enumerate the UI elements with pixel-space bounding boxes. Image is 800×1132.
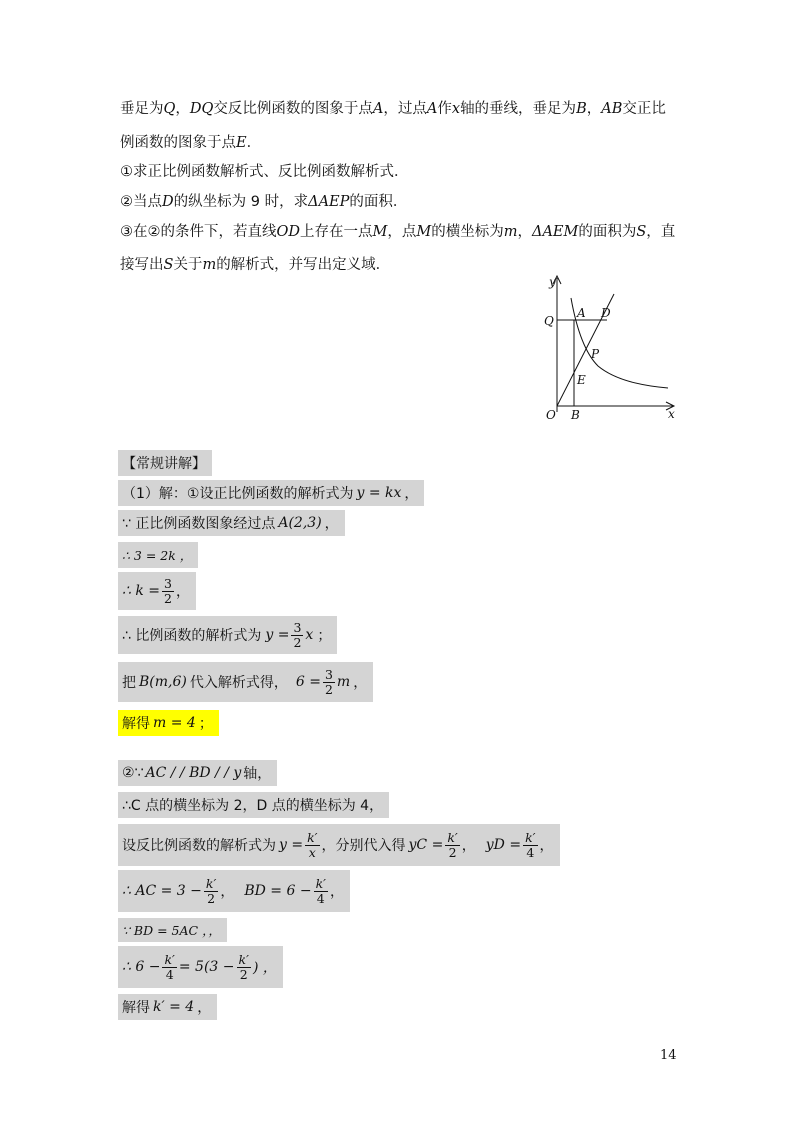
text: ∴ 比例函数的解析式为 [122, 628, 262, 644]
math: A [426, 101, 438, 117]
math: M [416, 224, 432, 240]
label-A: A [577, 306, 586, 320]
text: 【常规讲解】 [122, 456, 206, 472]
text: ， [539, 838, 554, 854]
fraction [237, 953, 251, 982]
text: 关于 [173, 257, 203, 273]
problem-line-1 [120, 99, 666, 119]
text: ， [586, 101, 602, 117]
fraction [291, 621, 303, 650]
math: m = 4 [153, 715, 196, 731]
part2-step-3 [118, 824, 560, 866]
math: y = [265, 627, 290, 643]
coordinate-figure [532, 272, 682, 422]
question-3-continued [120, 255, 390, 275]
label-E: E [577, 373, 586, 387]
part2-step-6 [118, 946, 283, 988]
text: ②当点 [120, 194, 162, 210]
math: ΔAEP [308, 194, 350, 210]
text: ， [517, 224, 532, 240]
text: ， [329, 884, 344, 900]
denominator: 2 [324, 681, 333, 697]
fraction [162, 577, 174, 606]
math: x [451, 101, 461, 117]
math: S [163, 257, 174, 273]
solution-step-4 [118, 572, 196, 610]
text: 轴的垂线，垂足为 [460, 101, 577, 117]
text: 代入解析式得， [189, 675, 288, 691]
text: 的横坐标为 [431, 224, 504, 240]
label-y: y [549, 275, 556, 289]
fraction [523, 831, 537, 860]
label-D: D [601, 306, 611, 320]
label-B: B [571, 408, 580, 422]
text: ，点 [387, 224, 417, 240]
text: 交正比 [622, 101, 666, 117]
label-x: x [668, 407, 675, 421]
math: 6 = [295, 674, 321, 690]
denominator: 2 [207, 890, 216, 906]
text: ， [220, 884, 235, 900]
solution-step-1 [118, 480, 424, 506]
numerator: 3 [293, 619, 302, 635]
math: ΔAEM [531, 224, 579, 240]
text: 的解析式，并写出定义域． [216, 257, 391, 273]
fraction [305, 831, 319, 860]
math: AC / / BD / / y [145, 765, 242, 781]
numerator: 3 [324, 666, 333, 682]
numerator: 3 [164, 575, 172, 591]
text: ， [197, 1000, 212, 1016]
math: D [162, 194, 174, 210]
text: 设反比例函数的解析式为 [122, 838, 276, 854]
question-2 [120, 192, 407, 212]
text: ，直 [646, 224, 676, 240]
text: ， [175, 584, 190, 600]
part2-step-1 [118, 760, 277, 786]
question-3 [120, 222, 675, 242]
math: ) ， [252, 960, 277, 976]
label-P: P [591, 347, 600, 361]
math: ∴ k = [122, 583, 161, 599]
solution-step-3 [118, 542, 198, 568]
text: 解得 [122, 1000, 150, 1016]
text: 的面积为 [578, 224, 637, 240]
page-number: 14 [660, 1048, 677, 1063]
math: DQ [189, 101, 214, 117]
text: 轴， [243, 766, 272, 782]
math: AB [601, 101, 623, 117]
text: ∴C 点的横坐标为 2，D 点的横坐标为 4， [122, 798, 384, 814]
text: ②∵ [122, 765, 144, 781]
text: ； [198, 716, 213, 732]
math: y = [279, 837, 304, 853]
text: 作 [437, 101, 452, 117]
math: BD = 6 − [244, 883, 312, 899]
text: 接写出 [120, 257, 164, 273]
numerator: k′ [307, 829, 318, 845]
math: y = kx [356, 485, 402, 501]
numerator: k′ [447, 829, 458, 845]
math: ∴ 3 = 2k ， [122, 548, 193, 563]
text: ， [175, 101, 190, 117]
text: 上存在一点 [300, 224, 373, 240]
denominator: 2 [448, 844, 457, 860]
denominator: 4 [165, 966, 174, 982]
label-Q: Q [544, 314, 554, 328]
numerator: k′ [315, 875, 326, 891]
fraction [323, 668, 335, 697]
math: ∵ BD = 5AC ，， [122, 923, 221, 938]
fraction [445, 831, 459, 860]
part2-step-4 [118, 870, 350, 912]
denominator: x [308, 844, 316, 860]
numerator: k′ [238, 951, 249, 967]
text: ③在②的条件下，若直线 [120, 224, 277, 240]
part2-step-5 [118, 918, 227, 942]
label-O: O [546, 408, 556, 422]
math: B [576, 101, 587, 117]
text: 的面积． [349, 194, 408, 210]
text: 垂足为 [120, 101, 164, 117]
denominator: 4 [316, 890, 325, 906]
math: B(m,6) [139, 674, 187, 690]
text: ， [324, 516, 339, 532]
math: yD = [485, 837, 522, 853]
solution-step-7-highlighted [118, 710, 219, 736]
math: E [236, 135, 247, 151]
denominator: 2 [293, 634, 302, 650]
text: 交反比例函数的图象于点 [213, 101, 373, 117]
solution-step-2 [118, 510, 345, 536]
text: ， [404, 486, 419, 502]
math: = 5(3 − [178, 959, 235, 975]
text: （1）解：①设正比例函数的解析式为 [122, 486, 354, 502]
solution-heading [118, 450, 212, 476]
problem-line-2 [120, 133, 261, 153]
text: ∵ 正比例函数图象经过点 [122, 516, 276, 532]
text: 把 [122, 675, 136, 691]
part2-step-2 [118, 792, 389, 818]
text: ． [246, 135, 262, 151]
denominator: 4 [526, 844, 535, 860]
math: m [503, 224, 518, 240]
question-1: ①求正比例函数解析式、反比例函数解析式． [120, 164, 409, 180]
math: x [305, 627, 314, 643]
numerator: k′ [205, 875, 217, 891]
text: 的纵坐标为 9 时，求 [173, 194, 309, 210]
numerator: k′ [525, 829, 536, 845]
math: yC = [408, 837, 444, 853]
math: A [372, 101, 384, 117]
math: A(2,3) [278, 515, 322, 531]
math: ∴ AC = 3 − [122, 883, 202, 899]
fraction [204, 877, 218, 906]
text: ， [353, 675, 368, 691]
math: S [636, 224, 647, 240]
denominator: 2 [164, 590, 172, 606]
text: ； [317, 628, 332, 644]
text: ，过点 [383, 101, 427, 117]
solution-step-5 [118, 616, 337, 654]
part2-step-7 [118, 994, 217, 1020]
text: ， [461, 838, 476, 854]
math: k′ = 4 [153, 999, 195, 1015]
fraction [162, 953, 176, 982]
text: ，分别代入得 [321, 838, 406, 854]
math: OD [276, 224, 301, 240]
math: M [372, 224, 388, 240]
math: m [202, 257, 217, 273]
solution-step-6 [118, 662, 373, 702]
math: m [336, 674, 351, 690]
text: 例函数的图象于点 [120, 135, 236, 151]
math: Q [163, 101, 176, 117]
math: ∴ 6 − [122, 959, 161, 975]
text: 解得 [122, 716, 150, 732]
numerator: k′ [164, 951, 175, 967]
denominator: 2 [239, 966, 248, 982]
fraction [314, 877, 328, 906]
